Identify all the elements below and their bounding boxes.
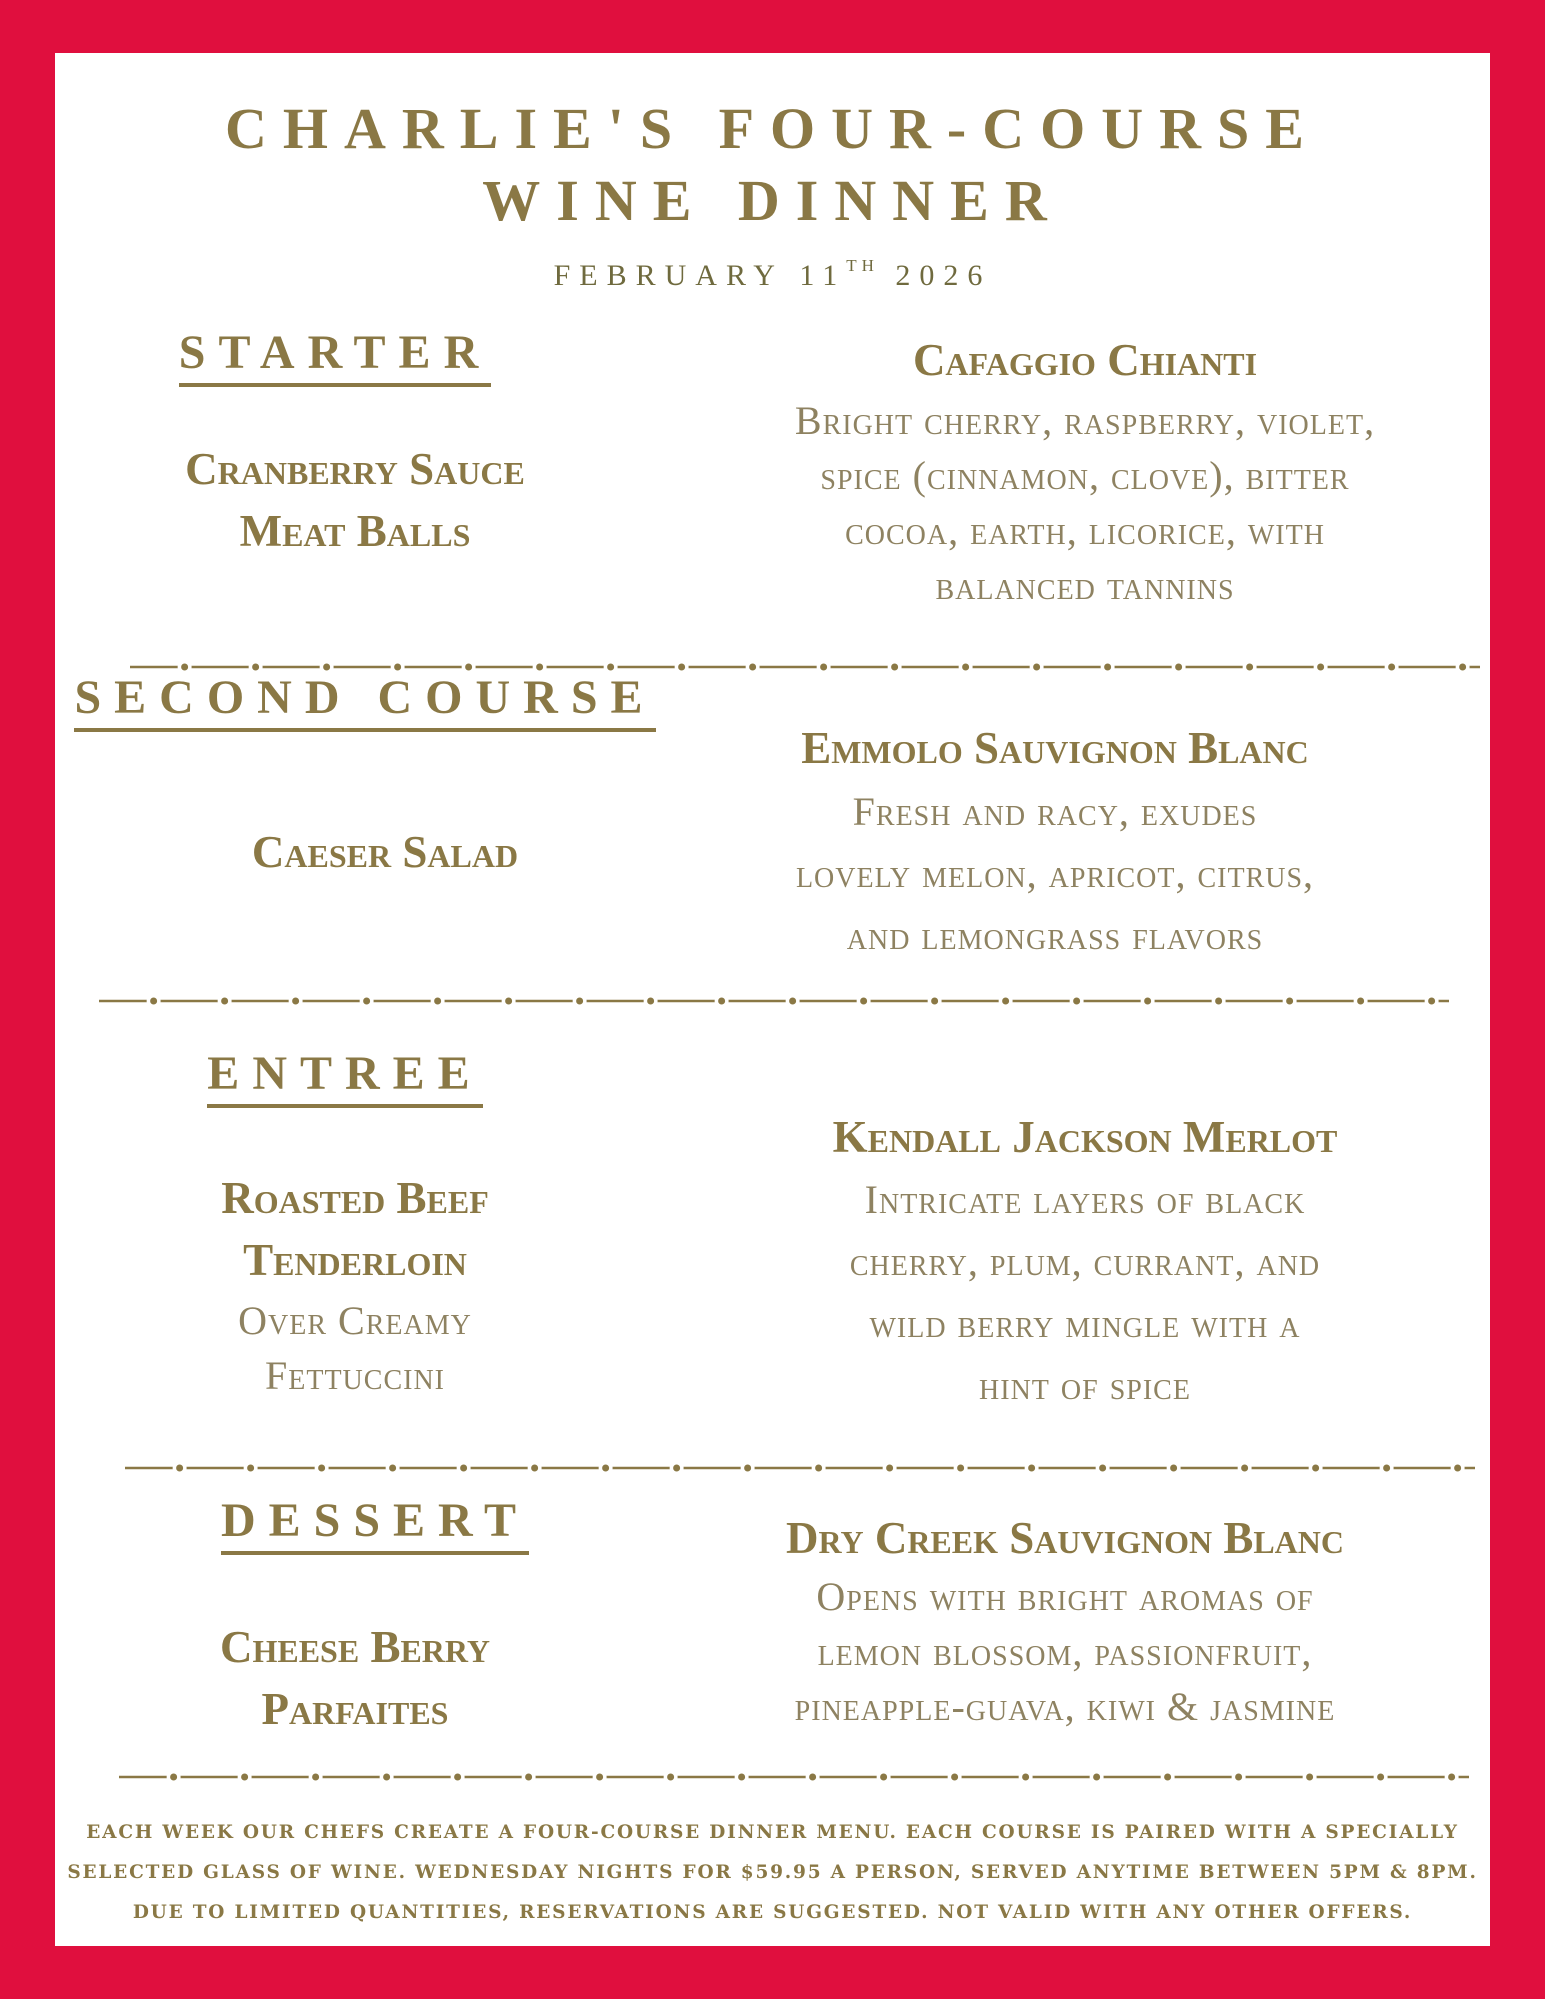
dish-line: Meat Balls bbox=[239, 506, 471, 556]
desc-line: spice (cinnamon, clove), bitter bbox=[820, 453, 1350, 498]
course-heading-starter: STARTER bbox=[115, 325, 555, 387]
desc-line: Fresh and racy, exudes bbox=[852, 789, 1258, 834]
date-suffix: TH bbox=[846, 256, 879, 275]
desc-line: balanced tannins bbox=[935, 563, 1235, 608]
dish-line: Cranberry Sauce bbox=[185, 444, 525, 494]
ornament-divider bbox=[125, 1458, 1475, 1478]
footer-line: SELECTED GLASS OF WINE. WEDNESDAY NIGHTS FOR $59.95 A PERSON, SERVED ANYTIME BETWEEN 5PM & 8PM. bbox=[67, 1862, 1478, 1883]
ornament-divider bbox=[119, 1767, 1469, 1787]
footer-line: DUE TO LIMITED QUANTITIES, RESERVATIONS ARE SUGGESTED. NOT VALID WITH ANY OTHER OFFERS. bbox=[132, 1902, 1413, 1923]
desc-line: Opens with bright aromas of bbox=[816, 1574, 1314, 1619]
desc-line: hint of spice bbox=[979, 1363, 1191, 1408]
date-main: FEBRUARY 11 bbox=[553, 259, 847, 292]
menu-title-line2: WINE DINNER bbox=[482, 168, 1063, 233]
dish-entree bbox=[135, 1167, 575, 1291]
ornament-divider bbox=[99, 991, 1449, 1011]
course-heading-entree: ENTREE bbox=[125, 1046, 565, 1108]
desc-line: cherry, plum, currant, and bbox=[849, 1239, 1321, 1284]
dish-line: Tenderloin bbox=[243, 1235, 467, 1285]
desc-line: lovely melon, apricot, citrus, bbox=[795, 851, 1315, 896]
dish-line: Caeser Salad bbox=[251, 827, 519, 877]
dish-line: Parfaites bbox=[261, 1684, 449, 1734]
desc-line: Intricate layers of black bbox=[864, 1177, 1306, 1222]
wine-desc-entree bbox=[705, 1169, 1465, 1417]
dish-dessert bbox=[135, 1616, 575, 1740]
course-heading-dessert: DESSERT bbox=[155, 1493, 595, 1555]
wine-desc-second bbox=[675, 781, 1435, 967]
event-date bbox=[55, 256, 1490, 293]
date-year: 2026 bbox=[895, 259, 992, 292]
course-heading-second: SECOND COURSE bbox=[55, 670, 675, 732]
footer-line: EACH WEEK OUR CHEFS CREATE A FOUR-COURSE DINNER MENU. EACH COURSE IS PAIRED WITH A SPECIALLY bbox=[86, 1822, 1459, 1843]
desc-line: and lemongrass flavors bbox=[846, 913, 1264, 958]
dish-note-entree bbox=[135, 1293, 575, 1403]
menu-page bbox=[55, 53, 1490, 1946]
desc-line: cocoa, earth, licorice, with bbox=[845, 508, 1325, 553]
note-line: Over Creamy bbox=[238, 1298, 472, 1343]
desc-line: pineapple-guava, kiwi & jasmine bbox=[794, 1684, 1336, 1729]
wine-second: Emmolo Sauvignon Blanc bbox=[801, 723, 1309, 773]
dish-line: Cheese Berry bbox=[219, 1622, 491, 1672]
dish-starter bbox=[135, 438, 575, 562]
wine-dessert: Dry Creek Sauvignon Blanc bbox=[785, 1513, 1345, 1563]
menu-title-line1: CHARLIE'S FOUR-COURSE bbox=[225, 96, 1320, 161]
desc-line: lemon blossom, passionfruit, bbox=[817, 1629, 1313, 1674]
desc-line: Bright cherry, raspberry, violet, bbox=[794, 398, 1376, 443]
wine-desc-dessert bbox=[685, 1569, 1445, 1734]
footer-terms bbox=[55, 1813, 1490, 1933]
wine-entree: Kendall Jackson Merlot bbox=[832, 1112, 1338, 1162]
note-line: Fettuccini bbox=[265, 1353, 445, 1398]
dish-line: Roasted Beef bbox=[221, 1173, 489, 1223]
wine-desc-starter bbox=[705, 393, 1465, 613]
desc-line: wild berry mingle with a bbox=[869, 1301, 1301, 1346]
wine-starter: Cafaggio Chianti bbox=[912, 335, 1258, 385]
dish-second bbox=[165, 821, 605, 883]
